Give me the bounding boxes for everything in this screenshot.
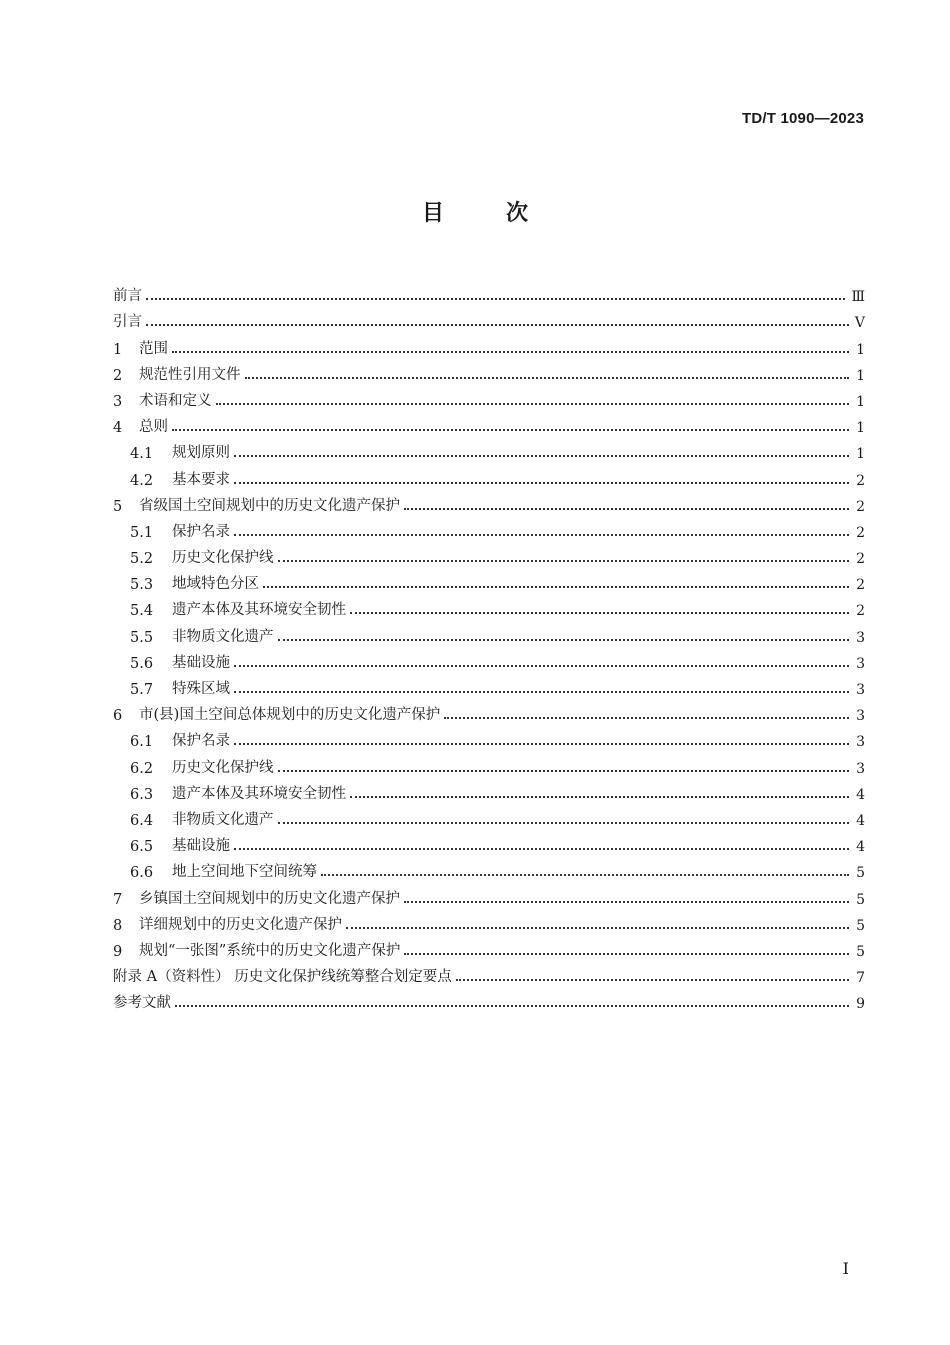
toc-entry[interactable] (113, 305, 865, 331)
toc-dot-leader (278, 822, 850, 824)
toc-entry-number: 4 (113, 420, 123, 437)
toc-entry[interactable] (113, 986, 865, 1012)
toc-entry[interactable] (113, 410, 865, 436)
toc-entry-label: 规划原则 (172, 445, 230, 462)
toc-entry-label: 保护名录 (172, 523, 230, 540)
toc-entry-number: 6.6 (130, 865, 154, 882)
toc-entry[interactable] (113, 436, 865, 462)
toc-entry-page: 2 (856, 524, 865, 541)
toc-dot-leader (278, 560, 850, 562)
toc-entry-page: 1 (856, 393, 865, 410)
toc-entry[interactable] (113, 541, 865, 567)
toc-entry-number: 4.1 (130, 446, 154, 463)
toc-entry[interactable] (113, 515, 865, 541)
toc-dot-leader (146, 324, 849, 326)
toc-dot-leader (404, 901, 849, 903)
table-of-contents (113, 279, 865, 1012)
page-title: 目次 (421, 201, 590, 226)
toc-entry-number: 9 (113, 943, 123, 960)
toc-dot-leader (234, 665, 849, 667)
toc-entry-page: 3 (856, 655, 865, 672)
toc-entry[interactable] (113, 331, 865, 357)
toc-entry[interactable] (113, 462, 865, 488)
toc-entry-label: 地上空间地下空间统筹 (172, 864, 317, 881)
toc-entry[interactable] (113, 777, 865, 803)
toc-entry-label: 范围 (139, 340, 168, 357)
toc-entry-page: 1 (856, 420, 865, 437)
toc-entry-number: 5.1 (130, 524, 154, 541)
toc-entry-label: 省级国土空间规划中的历史文化遗产保护 (139, 497, 400, 514)
toc-entry-page: 2 (856, 551, 865, 568)
toc-dot-leader (172, 351, 849, 353)
toc-entry-label: 遗产本体及其环境安全韧性 (172, 785, 346, 802)
toc-entry-page: 5 (856, 917, 865, 934)
toc-dot-leader (456, 979, 849, 981)
toc-entry-number: 5.7 (130, 682, 154, 698)
toc-entry-label: 附录 A（资料性） 历史文化保护线统筹整合划定要点 (113, 969, 452, 986)
toc-entry[interactable] (113, 934, 865, 960)
toc-entry-label: 地域特色分区 (172, 576, 259, 593)
toc-entry-page: 7 (856, 970, 865, 987)
toc-entry-page: 2 (856, 472, 865, 489)
toc-entry-number: 6.1 (130, 734, 154, 751)
toc-dot-leader (234, 848, 849, 850)
toc-entry[interactable] (113, 855, 865, 881)
toc-dot-leader (216, 403, 850, 405)
toc-dot-leader (172, 429, 849, 431)
toc-entry-number: 3 (113, 393, 123, 410)
toc-entry-page: 2 (856, 498, 865, 515)
toc-entry[interactable] (113, 358, 865, 384)
toc-dot-leader (245, 377, 850, 379)
toc-entry[interactable] (113, 672, 865, 698)
toc-entry-label: 引言 (113, 314, 142, 331)
toc-entry-label: 基础设施 (172, 838, 230, 855)
toc-entry-number: 7 (113, 891, 123, 908)
standard-code: TD/T 1090—2023 (741, 110, 864, 127)
toc-entry[interactable] (113, 619, 865, 645)
toc-dot-leader (278, 639, 850, 641)
toc-dot-leader (234, 455, 849, 457)
toc-entry[interactable] (113, 279, 865, 305)
page-number: I (842, 1259, 849, 1278)
toc-entry-page: 4 (856, 812, 865, 829)
toc-entry-number: 6.3 (130, 786, 154, 803)
toc-entry-page: 4 (856, 786, 865, 803)
toc-entry-number: 2 (113, 367, 123, 384)
toc-entry-page: 1 (856, 367, 865, 384)
toc-entry-label: 参考文献 (113, 995, 171, 1012)
toc-entry[interactable] (113, 750, 865, 776)
toc-dot-leader (263, 586, 849, 588)
toc-entry-page: 1 (856, 446, 865, 463)
toc-entry-label: 非物质文化遗产 (172, 811, 274, 828)
toc-entry[interactable] (113, 567, 865, 593)
toc-entry[interactable] (113, 384, 865, 410)
toc-entry-page: 9 (856, 996, 865, 1013)
toc-dot-leader (234, 534, 849, 536)
toc-entry-label: 非物质文化遗产 (172, 628, 274, 645)
toc-dot-leader (234, 482, 849, 484)
toc-entry-number: 6.4 (130, 812, 154, 829)
toc-entry-number: 1 (113, 341, 123, 358)
toc-entry[interactable] (113, 489, 865, 515)
toc-entry-label: 遗产本体及其环境安全韧性 (172, 602, 346, 619)
toc-entry-page: Ⅴ (854, 315, 865, 332)
toc-entry-label: 基础设施 (172, 654, 230, 671)
toc-entry-label: 详细规划中的历史文化遗产保护 (139, 916, 342, 933)
toc-entry-label: 规范性引用文件 (139, 366, 241, 383)
toc-entry-label: 总则 (139, 419, 168, 436)
toc-entry-page: 1 (856, 341, 865, 358)
toc-entry-page: 5 (856, 891, 865, 908)
toc-entry-label: 保护名录 (172, 733, 230, 750)
toc-entry-page: 4 (856, 839, 865, 856)
toc-entry[interactable] (113, 724, 865, 750)
toc-entry-number: 5 (113, 498, 123, 515)
toc-entry-page: 3 (856, 708, 865, 725)
toc-entry-page: 3 (856, 734, 865, 751)
toc-dot-leader (278, 770, 850, 772)
toc-entry-number: 6.2 (130, 760, 154, 777)
toc-entry[interactable] (113, 593, 865, 619)
toc-dot-leader (350, 796, 849, 798)
toc-entry-number: 5.6 (130, 655, 154, 672)
toc-entry[interactable] (113, 646, 865, 672)
toc-entry[interactable] (113, 960, 865, 986)
toc-entry-number: 6 (113, 708, 123, 725)
toc-entry-page: 2 (856, 603, 865, 620)
toc-entry-label: 术语和定义 (139, 392, 212, 409)
toc-dot-leader (321, 874, 849, 876)
toc-entry-page: 3 (856, 682, 865, 698)
toc-entry-page: 2 (856, 577, 865, 594)
toc-entry-number: 8 (113, 917, 123, 934)
toc-entry[interactable] (113, 803, 865, 829)
toc-entry-page: 5 (856, 865, 865, 882)
toc-entry-label: 乡镇国土空间规划中的历史文化遗产保护 (139, 890, 400, 907)
toc-dot-leader (146, 298, 845, 300)
toc-entry-page: Ⅲ (851, 289, 865, 306)
toc-entry-page: 3 (856, 760, 865, 777)
toc-entry[interactable] (113, 698, 865, 724)
toc-dot-leader (234, 743, 849, 745)
toc-entry-number: 6.5 (130, 839, 154, 856)
toc-entry[interactable] (113, 829, 865, 855)
toc-dot-leader (404, 508, 849, 510)
toc-entry-label: 特殊区域 (172, 681, 230, 697)
toc-entry-number: 5.3 (130, 577, 154, 594)
toc-entry-number: 5.4 (130, 603, 154, 620)
toc-entry-label: 基本要求 (172, 471, 230, 488)
toc-dot-leader (346, 927, 849, 929)
toc-entry-label: 前言 (113, 288, 142, 305)
toc-dot-leader (234, 691, 849, 693)
toc-dot-leader (444, 717, 849, 719)
toc-entry-page: 3 (856, 629, 865, 646)
toc-entry-number: 4.2 (130, 472, 154, 489)
toc-entry-number: 5.2 (130, 551, 154, 568)
toc-dot-leader (175, 1005, 849, 1007)
toc-entry-number: 5.5 (130, 629, 154, 646)
toc-dot-leader (350, 612, 849, 614)
toc-dot-leader (404, 953, 849, 955)
toc-entry-page: 5 (856, 943, 865, 960)
toc-entry-label: 历史文化保护线 (172, 759, 274, 776)
toc-entry-label: 历史文化保护线 (172, 550, 274, 567)
toc-entry[interactable] (113, 881, 865, 907)
toc-entry-label: 规划“一张图”系统中的历史文化遗产保护 (139, 942, 401, 959)
toc-entry[interactable] (113, 908, 865, 934)
toc-entry-label: 市(县)国土空间总体规划中的历史文化遗产保护 (139, 707, 441, 724)
